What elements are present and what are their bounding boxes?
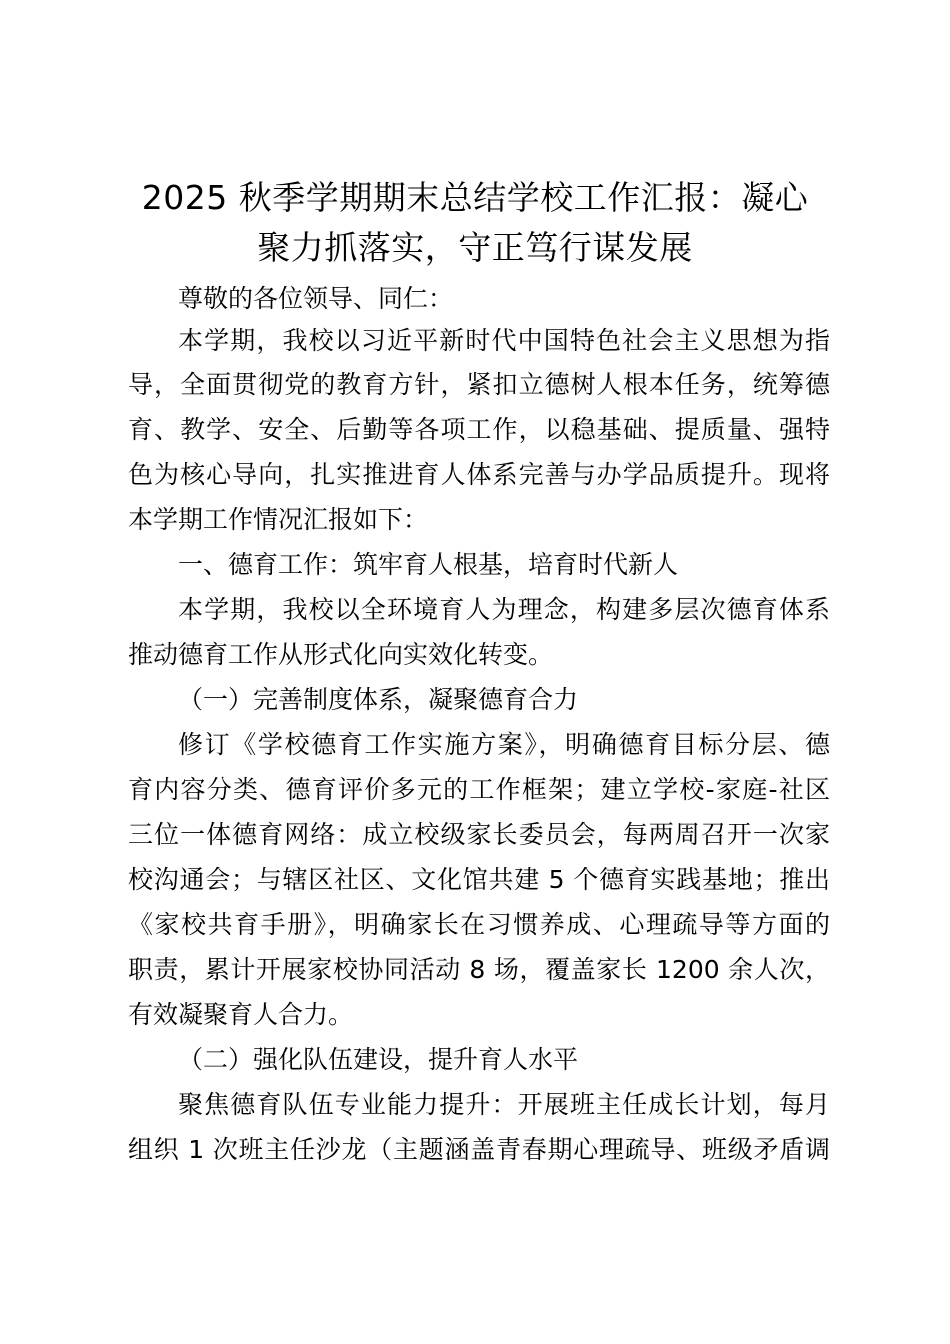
- paragraph-line: 推动德育工作从形式化向实效化转变。: [128, 640, 554, 669]
- paragraph-line: 育内容分类、德育评价多元的工作框架；建立学校-家庭-社区: [128, 775, 830, 804]
- paragraph-line: 本学期，我校以习近平新时代中国特色社会主义思想为指: [178, 326, 830, 355]
- document-title-line-2: 聚力抓落实，守正笃行谋发展: [257, 228, 693, 267]
- paragraph-line: 三位一体德育网络：成立校级家长委员会，每两周召开一次家: [128, 820, 830, 849]
- section-heading: 一、德育工作：筑牢育人根基，培育时代新人: [178, 550, 679, 579]
- document-title-line-1: 2025 秋季学期期末总结学校工作汇报：凝心: [141, 178, 809, 217]
- paragraph-line: 聚焦德育队伍专业能力提升：开展班主任成长计划，每月: [178, 1090, 830, 1119]
- paragraph-line: 本学期工作情况汇报如下：: [128, 505, 429, 534]
- subsection-heading: （二）强化队伍建设，提升育人水平: [178, 1045, 579, 1074]
- paragraph-line: 职责，累计开展家校协同活动 8 场，覆盖家长 1200 余人次，: [128, 955, 830, 984]
- paragraph-line: 色为核心导向，扎实推进育人体系完善与办学品质提升。现将: [128, 460, 830, 489]
- paragraph-line: 导，全面贯彻党的教育方针，紧扣立德树人根本任务，统筹德: [128, 370, 830, 399]
- paragraph-line: 本学期，我校以全环境育人为理念，构建多层次德育体系: [178, 595, 830, 624]
- paragraph-line: 有效凝聚育人合力。: [128, 1000, 354, 1029]
- paragraph-line: 组织 1 次班主任沙龙（主题涵盖青春期心理疏导、班级矛盾调: [128, 1135, 830, 1164]
- salutation: 尊敬的各位领导、同仁：: [178, 284, 454, 313]
- paragraph-line: 修订《学校德育工作实施方案》，明确德育目标分层、德: [178, 730, 830, 759]
- paragraph-line: 校沟通会；与辖区社区、文化馆共建 5 个德育实践基地；推出: [128, 865, 830, 894]
- paragraph-line: 育、教学、安全、后勤等各项工作，以稳基础、提质量、强特: [128, 415, 830, 444]
- subsection-heading: （一）完善制度体系，凝聚德育合力: [178, 685, 579, 714]
- paragraph-line: 《家校共育手册》，明确家长在习惯养成、心理疏导等方面的: [128, 910, 830, 939]
